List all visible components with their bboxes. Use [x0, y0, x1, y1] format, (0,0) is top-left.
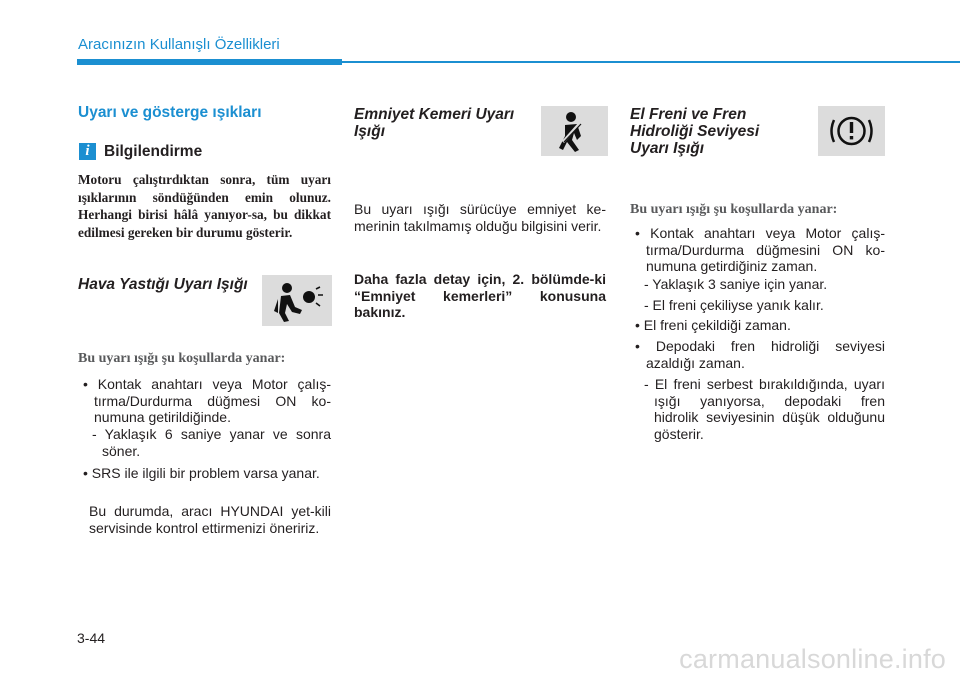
info-icon: i: [79, 143, 96, 160]
airbag-condition: Bu uyarı ışığı şu koşullarda yanar:: [78, 351, 286, 366]
airbag-warning-icon: [262, 275, 332, 326]
header-accent-bar: [77, 59, 342, 65]
airbag-bullet-2-cont: Bu durumda, aracı HYUNDAI yet-kili servisinde kontrol ettirmenizi öneririz.: [89, 503, 331, 536]
seatbelt-title: Emniyet Kemeri Uyarı Işığı: [354, 106, 515, 140]
brake-dash-1: - Yaklaşık 3 saniye için yanar.: [644, 276, 828, 292]
watermark: carmanualsonline.info: [679, 644, 946, 674]
brake-bullet-1: • Kontak anahtarı veya Motor çalış-tırma/Durdurma düğmesini ON ko-numuna getirdiğiniz zaman.: [635, 225, 885, 274]
page-number: 3-44: [77, 630, 106, 646]
seatbelt-text-2: Daha fazla detay için, 2. bölümde-ki “Emniyet kemerleri” konusuna bakınız.: [354, 271, 606, 320]
seatbelt-warning-icon: [541, 106, 608, 156]
airbag-bullet-2: • SRS ile ilgili bir problem varsa yanar.: [83, 465, 320, 481]
info-label: Bilgilendirme: [104, 143, 203, 160]
header-rule: [342, 61, 960, 63]
brake-dash-3: - El freni serbest bırakıldığında, uyarı ışığı yanıyorsa, depodaki fren hidrolik seviyesinin düşük olduğunu gösterir.: [644, 376, 885, 442]
airbag-dash-1: - Yaklaşık 6 saniye yanar ve sonra söner.: [92, 426, 331, 459]
section-title: Uyarı ve gösterge ışıkları: [78, 104, 262, 121]
airbag-title: Hava Yastığı Uyarı Işığı: [78, 276, 248, 293]
brake-bullet-3: • Depodaki fren hidroliği seviyesi azaldığı zaman.: [635, 338, 885, 371]
brake-dash-2: - El freni çekiliyse yanık kalır.: [644, 297, 824, 313]
airbag-bullet-1: • Kontak anahtarı veya Motor çalış-tırma/Durdurma düğmesi ON ko-numuna getirildiğinde.: [83, 376, 332, 425]
seatbelt-text-1: Bu uyarı ışığı sürücüye emniyet ke-merinin takılmamış olduğu bilgisini verir.: [354, 201, 606, 234]
brake-condition: Bu uyarı ışığı şu koşullarda yanar:: [630, 202, 838, 217]
brake-warning-icon: [818, 106, 885, 156]
brake-title: El Freni ve Fren Hidroliği Seviyesi Uyarı Işığı: [630, 106, 760, 157]
info-text: Motoru çalıştırdıktan sonra, tüm uyarı ışıklarının söndüğünden emin olunuz. Herhangi birisi hâlâ yanıyor-sa, bu dikkat edilmesi gereken bir durumu gösterir.: [78, 172, 331, 240]
brake-bullet-2: • El freni çekildiği zaman.: [635, 317, 791, 333]
chapter-header: Aracınızın Kullanışlı Özellikleri: [78, 36, 280, 53]
